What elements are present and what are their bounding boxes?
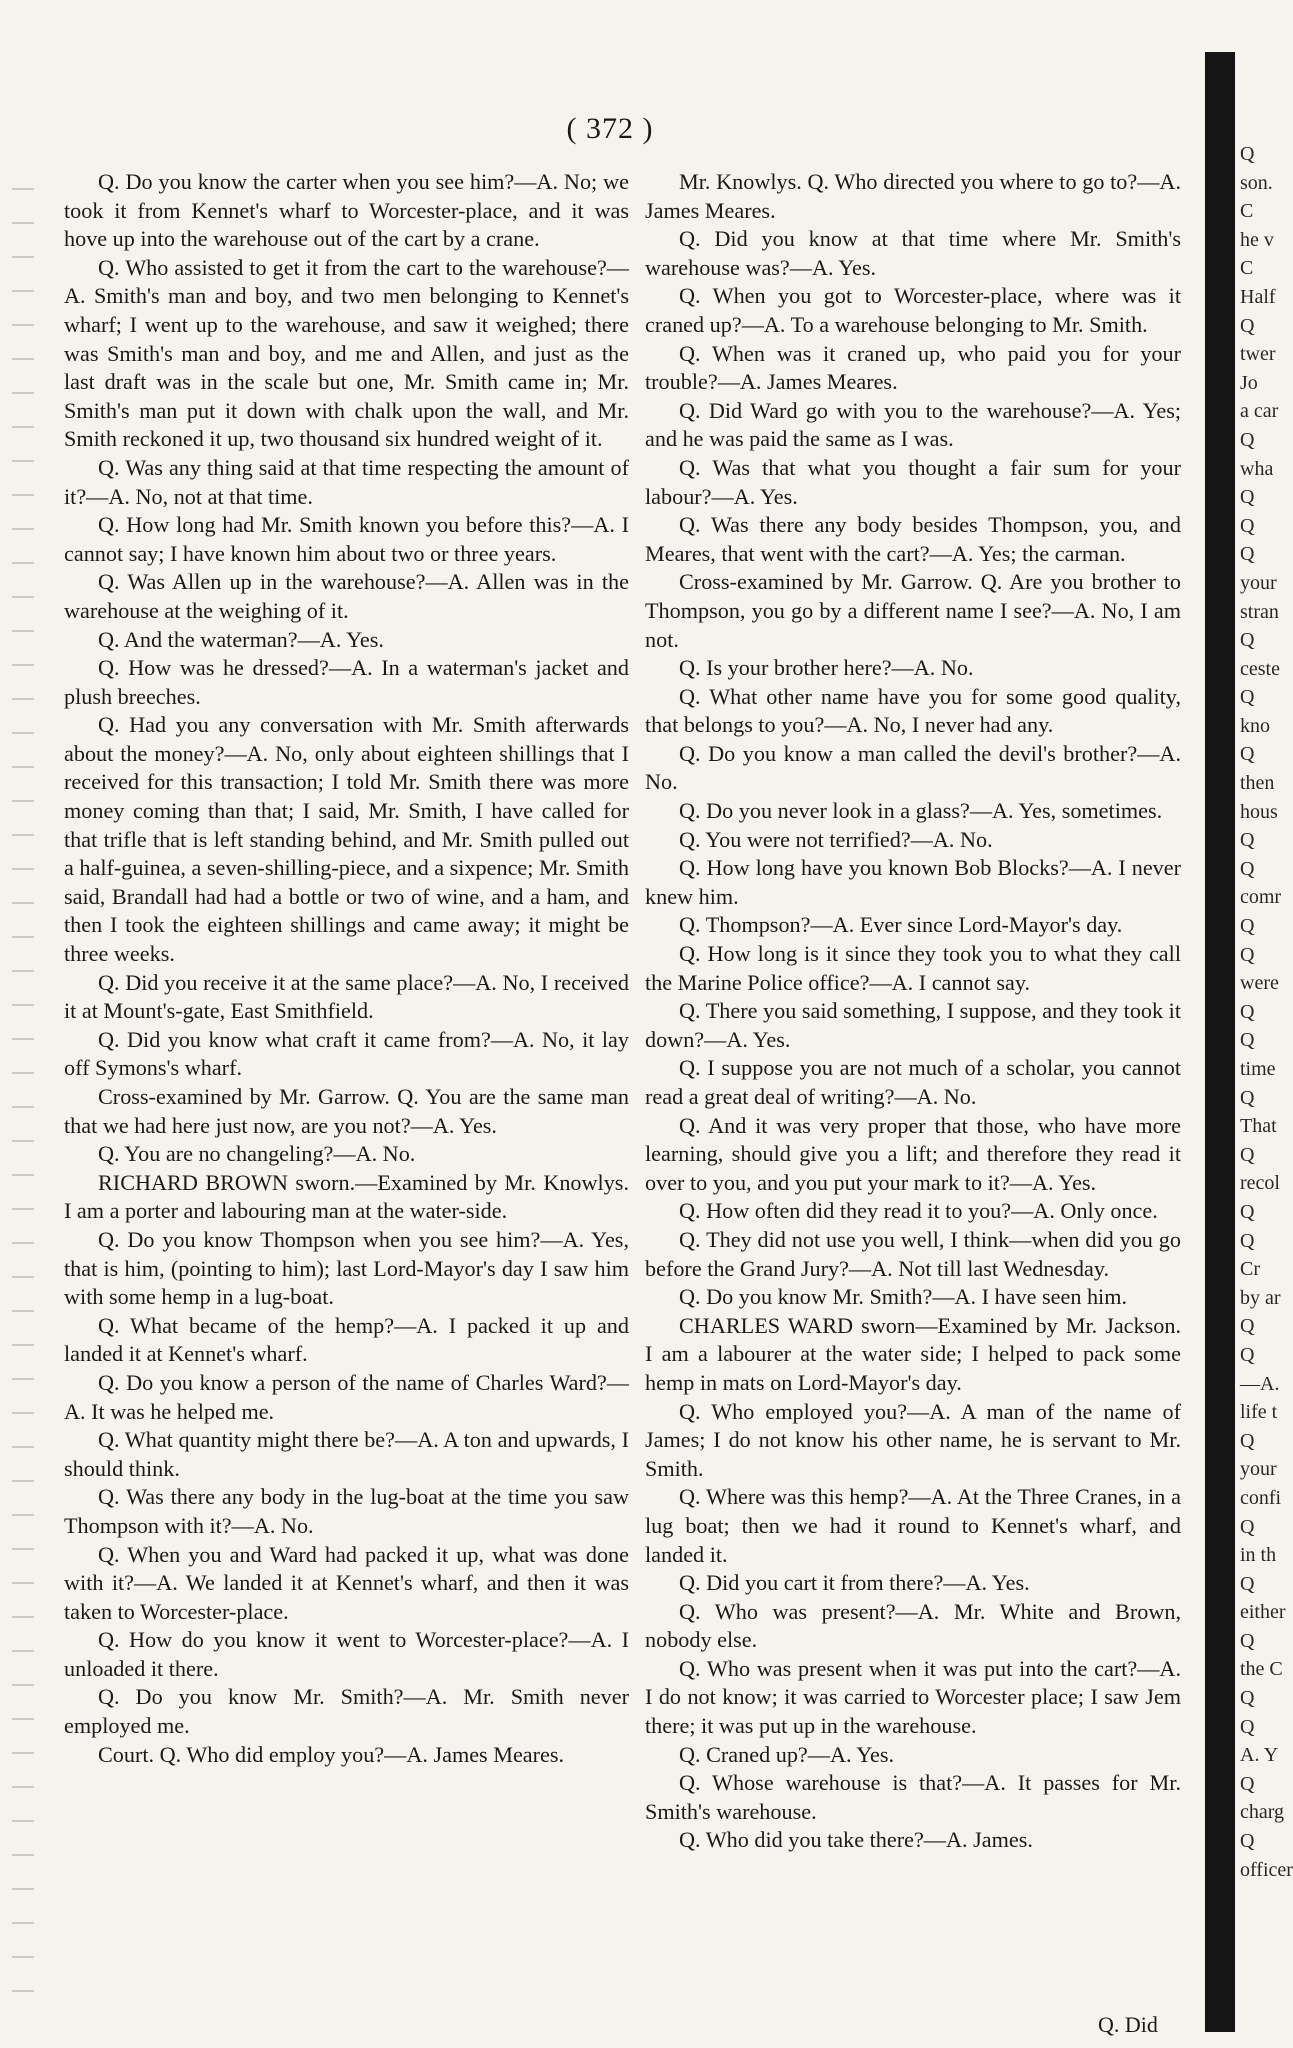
next-page-line: Q [1240, 1086, 1255, 1109]
left-column [64, 168, 629, 1769]
next-page-line: ceste [1240, 657, 1280, 680]
paragraph: Q. Who assisted to get it from the cart to the warehouse?—A. Smith's man and boy, and two men belonging to Kennet's wharf; I went up to the warehouse, and saw it weighed; there was Smith's man and boy, and me and Allen, and just as the last draft was in the scale but one, Mr. Smith came in; Mr. Smith's man put it down with chalk upon the wall, and Mr. Smith reckoned it up, two thousand six hundred weight of it. [64, 254, 629, 452]
next-page-line: —A. [1240, 1372, 1280, 1395]
paragraph: CHARLES WARD sworn—Examined by Mr. Jackson. I am a labourer at the water side; I helped to pack some hemp in mats on Lord-Mayor's day. [645, 1312, 1181, 1395]
paragraph: Q. How do you know it went to Worcester-place?—A. I unloaded it there. [64, 1627, 629, 1681]
paragraph: Q. I suppose you are not much of a scholar, you cannot read a great deal of writing?—A. No. [645, 1055, 1181, 1109]
next-page-line: Q [1240, 943, 1255, 966]
next-page-line: your [1240, 571, 1277, 594]
next-page-line: Q [1240, 314, 1255, 337]
paragraph: Q. Who was present?—A. Mr. White and Brown, nobody else. [645, 1598, 1181, 1653]
next-page-line: Q [1240, 629, 1255, 652]
next-page-line: Q [1240, 1629, 1255, 1652]
paragraph: Q. How long have you known Bob Blocks?—A. I never knew him. [645, 855, 1181, 909]
paragraph: Q. Who employed you?—A. A man of the name of James; I do not know his other name, he is servant to Mr. Smith. [645, 1398, 1181, 1481]
paragraph: Q. Did you cart it from there?—A. Yes. [679, 1570, 1030, 1596]
next-page-line: by ar [1240, 1286, 1281, 1309]
paragraph: Q. Was there any body besides Thompson, you, and Meares, that went with the cart?—A. Yes; the carman. [645, 512, 1181, 566]
paragraph: Q. Was Allen up in the warehouse?—A. Allen was in the warehouse at the weighing of it. [64, 569, 629, 623]
next-page-line: kno [1240, 714, 1270, 737]
paragraph: Q. How often did they read it to you?—A. Only once. [679, 1198, 1158, 1224]
next-page-line: Q [1240, 829, 1255, 852]
paragraph: Q. Whose warehouse is that?—A. It passes for Mr. Smith's warehouse. [645, 1770, 1181, 1824]
paragraph: Q. Thompson?—A. Ever since Lord-Mayor's day. [679, 912, 1123, 938]
next-page-line: a car [1240, 400, 1279, 423]
next-page-line: in th [1240, 1544, 1277, 1567]
paragraph: Cross-examined by Mr. Garrow. Q. Are you brother to Thompson, you go by a different name I see?—A. No, I am not. [645, 569, 1181, 652]
next-page-line: Q [1240, 1343, 1255, 1366]
next-page-line: Jo [1240, 371, 1258, 394]
next-page-line: charg [1240, 1801, 1285, 1824]
paragraph: Q. Craned up?—A. Yes. [679, 1741, 895, 1767]
next-page-line: then [1240, 772, 1275, 795]
paragraph: Q. Is your brother here?—A. No. [679, 655, 974, 681]
paragraph: Q. Do you know Mr. Smith?—A. Mr. Smith never employed me. [64, 1684, 629, 1739]
next-page-line: time [1240, 1058, 1276, 1080]
paragraph: Q. You are no changeling?—A. No. [98, 1141, 416, 1167]
page-number: ( 372 ) [566, 112, 654, 145]
paragraph: Q. Did you know what craft it came from?—A. No, it lay off Symons's wharf. [64, 1026, 629, 1081]
paragraph: Q. When was it craned up, who paid you for your trouble?—A. James Meares. [645, 340, 1181, 395]
paragraph: Q. They did not use you well, I think—when did you go before the Grand Jury?—A. Not till last Wednesday. [645, 1226, 1181, 1281]
paragraph: Q. Did you know at that time where Mr. Smith's warehouse was?—A. Yes. [645, 226, 1181, 280]
paragraph: Q. And it was very proper that those, who have more learning, should give you a lift; and therefore they read it over to you, and you put your mark to it?—A. Yes. [645, 1112, 1181, 1195]
next-page-line: Q [1240, 486, 1255, 509]
next-page-line: stran [1240, 600, 1279, 623]
next-page-line: he v [1240, 228, 1274, 251]
next-page-line: Q [1240, 1029, 1255, 1052]
page-binding-shadow [1205, 52, 1235, 2032]
next-page-line: Q [1240, 143, 1255, 165]
next-page-line: Q [1240, 1315, 1255, 1338]
paragraph: Q. Do you never look in a glass?—A. Yes, sometimes. [679, 798, 1163, 824]
paragraph: Q. Did you receive it at the same place?—A. No, I received it at Mount's-gate, East Smithfield. [64, 969, 629, 1024]
paragraph: Q. Do you know Mr. Smith?—A. I have seen him. [679, 1284, 1128, 1310]
next-page-line: wha [1240, 457, 1274, 480]
paragraph: Q. Was that what you thought a fair sum for your labour?—A. Yes. [645, 454, 1181, 509]
paragraph: Q. Who did you take there?—A. James. [679, 1827, 1033, 1853]
next-page-line: Half [1240, 285, 1276, 308]
next-page-line: Q [1240, 1715, 1255, 1738]
next-page-line: Q [1240, 428, 1255, 451]
next-page-line: Q [1240, 1830, 1255, 1853]
next-page-line: Q [1240, 915, 1255, 938]
next-page-line: Q [1240, 1572, 1255, 1595]
paragraph: Q. Who was present when it was put into the cart?—A. I do not know; it was carried to Worcester place; I saw Jem there; it was put up in the warehouse. [645, 1655, 1181, 1739]
next-page-line: Q [1240, 543, 1255, 566]
next-page-line: That [1240, 1115, 1277, 1138]
next-page-line: Cr [1240, 1258, 1260, 1281]
next-page-line: Q [1240, 1143, 1255, 1166]
paragraph: Q. What became of the hemp?—A. I packed it up and landed it at Kennet's wharf. [64, 1312, 629, 1367]
next-page-line: confi [1240, 1486, 1282, 1509]
paragraph: Q. Had you any conversation with Mr. Smith afterwards about the money?—A. No, only about eighteen shillings that I received for this transaction; I told Mr. Smith there was more money coming than that; I said, Mr. Smith, I have called for that trifle that is left standing behind, and Mr. Smith pulled out a half-guinea, a seven-shilling-piece, and a sixpence; Mr. Smith said, Brandall had had a bottle or two of wine, and a ham, and then I took the eighteen shillings and came away; it might be three weeks. [64, 712, 629, 967]
paragraph: Q. How long had Mr. Smith known you before this?—A. I cannot say; I have known him about two or three years. [64, 512, 629, 566]
next-page-line: either [1240, 1601, 1286, 1624]
next-page-line: Q [1240, 1000, 1255, 1023]
paragraph: Q. What other name have you for some good quality, that belongs to you?—A. No, I never had any. [645, 683, 1181, 738]
next-page-line: recol [1240, 1172, 1280, 1195]
paragraph: Q. When you and Ward had packed it up, what was done with it?—A. We landed it at Kennet's wharf, and then it was taken to Worcester-place. [64, 1541, 629, 1624]
next-page-line: comr [1240, 886, 1282, 909]
next-page-line: Q [1240, 1429, 1255, 1452]
next-page-line: Q [1240, 857, 1255, 880]
paragraph: Q. Do you know the carter when you see him?—A. No; we took it from Kennet's wharf to Worcester-place, and it was hove up into the warehouse out of the cart by a crane. [64, 169, 629, 252]
next-page-line: son. [1240, 171, 1273, 194]
next-page-line: hous [1240, 800, 1278, 823]
next-page-line: Q [1240, 1772, 1255, 1795]
paragraph: Q. Do you know a person of the name of Charles Ward?—A. It was he helped me. [64, 1369, 629, 1424]
next-page-line: twer [1240, 343, 1276, 366]
next-page-line: were [1240, 972, 1279, 995]
paragraph: Q. What quantity might there be?—A. A ton and upwards, I should think. [64, 1427, 629, 1481]
paragraph: Court. Q. Who did employ you?—A. James Meares. [98, 1741, 565, 1767]
paragraph: RICHARD BROWN sworn.—Examined by Mr. Knowlys. I am a porter and labouring man at the water-side. [64, 1169, 629, 1224]
paragraph: Mr. Knowlys. Q. Who directed you where to go to?—A. James Meares. [645, 169, 1181, 223]
next-page-line: Q [1240, 1515, 1255, 1538]
paragraph: Q. Where was this hemp?—A. At the Three Cranes, in a lug boat; then we had it round to Kennet's wharf, and landed it. [645, 1484, 1181, 1567]
next-page-line: life t [1240, 1401, 1278, 1424]
next-page-fragment [1240, 140, 1293, 2040]
paragraph: Q. Was there any body in the lug-boat at the time you saw Thompson with it?—A. No. [64, 1484, 629, 1538]
paragraph: Cross-examined by Mr. Garrow. Q. You are the same man that we had here just now, are you not?—A. Yes. [64, 1084, 629, 1138]
next-page-line: the C [1240, 1658, 1283, 1681]
next-page-line: Q [1240, 1229, 1255, 1252]
catchword: Q. Did [1098, 2012, 1158, 2037]
paragraph: Q. How was he dressed?—A. In a waterman's jacket and plush breeches. [64, 655, 629, 709]
gutter-bleed-marks [12, 170, 34, 2020]
next-page-line: officer [1240, 1858, 1293, 1881]
next-page-line: your [1240, 1458, 1277, 1481]
next-page-line: C [1240, 200, 1254, 223]
next-page-line: Q [1240, 743, 1255, 766]
paragraph: Q. Do you know a man called the devil's brother?—A. No. [645, 740, 1181, 795]
right-column [645, 168, 1181, 1855]
paragraph: Q. Was any thing said at that time respecting the amount of it?—A. No, not at that time. [64, 454, 629, 509]
next-page-line: Q [1240, 686, 1255, 709]
paragraph: Q. You were not terrified?—A. No. [679, 826, 993, 852]
next-page-line: Q [1240, 1687, 1255, 1710]
paragraph: Q. Do you know Thompson when you see him?—A. Yes, that is him, (pointing to him); last Lord-Mayor's day I saw him with some hemp in a lug-boat. [64, 1226, 629, 1310]
paragraph: Q. Did Ward go with you to the warehouse?—A. Yes; and he was paid the same as I was. [645, 397, 1181, 452]
next-page-line: A. Y [1240, 1744, 1279, 1767]
paragraph: Q. When you got to Worcester-place, where was it craned up?—A. To a warehouse belonging to Mr. Smith. [645, 283, 1181, 337]
next-page-line: C [1240, 257, 1254, 280]
paragraph: Q. There you said something, I suppose, and they took it down?—A. Yes. [645, 998, 1181, 1052]
paragraph: Q. And the waterman?—A. Yes. [98, 626, 384, 652]
next-page-line: Q [1240, 514, 1255, 537]
paragraph: Q. How long is it since they took you to what they call the Marine Police office?—A. I cannot say. [645, 941, 1181, 995]
next-page-line: Q [1240, 1200, 1255, 1223]
